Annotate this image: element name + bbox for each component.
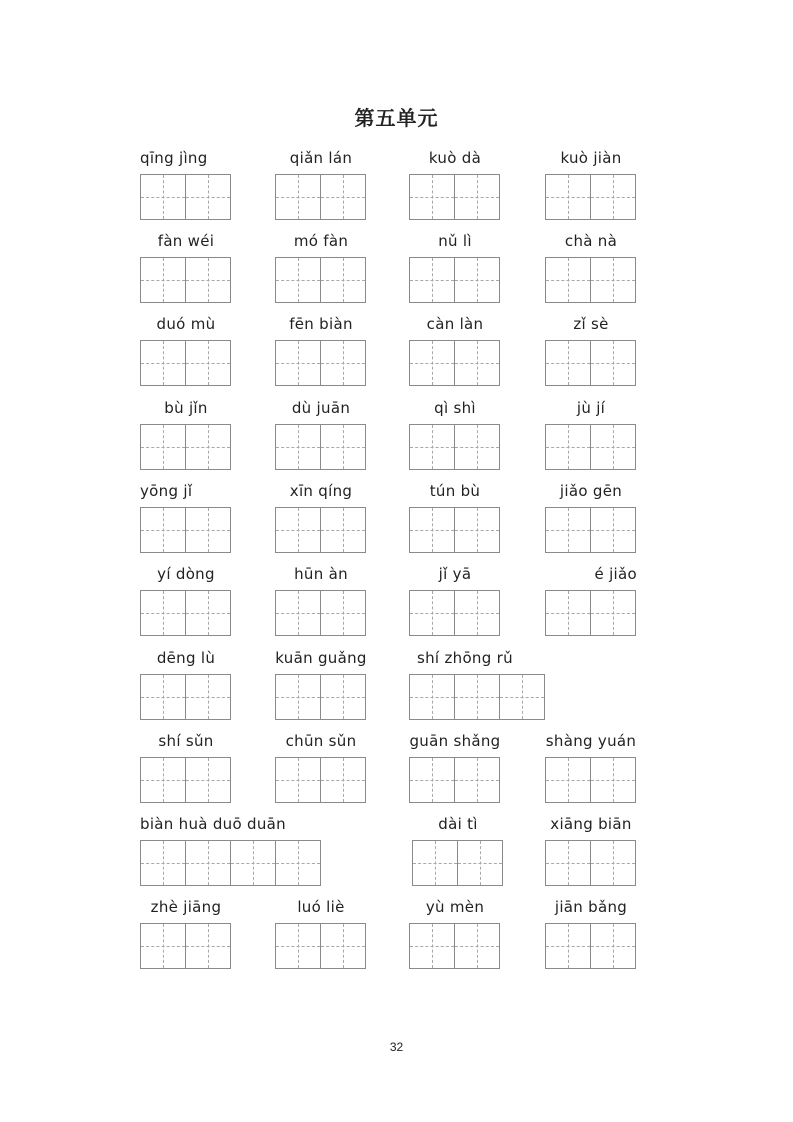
vocab-item [545,897,637,969]
tianzige-cell[interactable] [275,340,321,386]
pinyin-label: xīn qíng [289,482,353,500]
pinyin-label: yōng jǐ [140,482,193,500]
pinyin-label: hūn àn [294,565,348,583]
vocab-item [140,564,232,636]
writing-grid[interactable] [409,923,501,969]
tianzige-cell[interactable] [545,590,591,636]
tianzige-cell[interactable] [185,174,231,220]
tianzige-cell[interactable] [320,923,366,969]
tianzige-cell[interactable] [590,507,636,553]
page-number: 32 [389,1040,404,1054]
tianzige-cell[interactable] [590,840,636,886]
writing-grid[interactable] [409,257,501,303]
tianzige-cell[interactable] [545,923,591,969]
vocab-item [275,481,367,553]
writing-grid[interactable] [275,257,367,303]
vocab-item [140,314,232,386]
pinyin-label: tún bù [429,482,481,500]
writing-grid[interactable] [409,674,546,720]
pinyin-label: jù jí [576,399,606,417]
writing-grid[interactable] [545,757,637,803]
tianzige-cell[interactable] [140,923,186,969]
writing-grid[interactable] [140,174,232,220]
tianzige-cell[interactable] [409,674,455,720]
tianzige-cell[interactable] [275,923,321,969]
vocab-item [409,398,501,470]
tianzige-cell[interactable] [185,507,231,553]
vocab-item [140,897,232,969]
pinyin-label: luó liè [297,898,345,916]
writing-grid[interactable] [412,840,504,886]
writing-grid[interactable] [140,674,232,720]
pinyin-label: dài tì [438,815,478,833]
tianzige-cell[interactable] [185,757,231,803]
tianzige-cell[interactable] [320,757,366,803]
tianzige-cell[interactable] [409,757,455,803]
tianzige-cell[interactable] [275,424,321,470]
tianzige-cell[interactable] [140,840,186,886]
tianzige-cell[interactable] [545,757,591,803]
tianzige-cell[interactable] [545,257,591,303]
writing-grid[interactable] [545,340,637,386]
pinyin-label: jiǎo gēn [559,482,623,500]
tianzige-cell[interactable] [409,507,455,553]
tianzige-cell[interactable] [545,507,591,553]
vocab-item [140,398,232,470]
tianzige-cell[interactable] [409,590,455,636]
tianzige-cell[interactable] [454,507,500,553]
tianzige-cell[interactable] [275,507,321,553]
writing-grid[interactable] [140,257,232,303]
tianzige-cell[interactable] [590,590,636,636]
vocab-item [409,897,501,969]
pinyin-label: fàn wéi [157,232,215,250]
vocab-item [275,231,367,303]
pinyin-label: qīng jìng [140,149,208,167]
tianzige-cell[interactable] [275,590,321,636]
tianzige-cell[interactable] [590,757,636,803]
tianzige-cell[interactable] [320,424,366,470]
writing-grid[interactable] [140,590,232,636]
pinyin-label: guān shǎng [409,732,501,750]
writing-grid[interactable] [545,590,637,636]
pinyin-label: mó fàn [293,232,349,250]
tianzige-cell[interactable] [320,174,366,220]
tianzige-cell[interactable] [412,840,458,886]
pinyin-label: bù jǐn [164,399,208,417]
writing-grid[interactable] [275,340,367,386]
writing-grid[interactable] [409,174,501,220]
writing-grid[interactable] [140,757,232,803]
pinyin-label: shí zhōng rǔ [417,649,513,667]
tianzige-cell[interactable] [454,257,500,303]
tianzige-cell[interactable] [140,174,186,220]
tianzige-cell[interactable] [454,424,500,470]
pinyin-label: zhè jiāng [150,898,222,916]
tianzige-cell[interactable] [545,840,591,886]
tianzige-cell[interactable] [140,340,186,386]
tianzige-cell[interactable] [454,757,500,803]
writing-grid[interactable] [140,840,322,886]
pinyin-label: qiǎn lán [289,149,353,167]
tianzige-cell[interactable] [545,424,591,470]
writing-grid[interactable] [409,424,501,470]
pinyin-label: kuān guǎng [275,649,367,667]
pinyin-label: é jiǎo [594,565,637,583]
pinyin-label: chūn sǔn [285,732,357,750]
tianzige-cell[interactable] [230,840,276,886]
pinyin-label: nǔ lì [438,232,472,250]
tianzige-cell[interactable] [185,590,231,636]
writing-grid[interactable] [140,923,232,969]
tianzige-cell[interactable] [140,590,186,636]
writing-grid[interactable] [140,507,232,553]
vocab-item [140,814,322,886]
vocab-item [275,648,367,720]
vocab-item [545,314,637,386]
pinyin-label: biàn huà duō duān [140,815,286,833]
writing-grid[interactable] [275,923,367,969]
writing-grid[interactable] [545,840,637,886]
tianzige-cell[interactable] [545,340,591,386]
tianzige-cell[interactable] [545,174,591,220]
tianzige-cell[interactable] [454,174,500,220]
pinyin-label: yí dòng [157,565,215,583]
tianzige-cell[interactable] [275,757,321,803]
pinyin-label: kuò dà [428,149,482,167]
vocab-item [140,731,232,803]
vocab-item [275,731,367,803]
tianzige-cell[interactable] [590,340,636,386]
pinyin-label: qì shì [434,399,476,417]
tianzige-cell[interactable] [590,257,636,303]
tianzige-cell[interactable] [185,424,231,470]
vocab-item [409,148,501,220]
pinyin-label: shí sǔn [158,732,214,750]
vocab-item [409,231,501,303]
vocab-item [140,481,232,553]
pinyin-label: zǐ sè [573,315,609,333]
tianzige-cell[interactable] [590,174,636,220]
vocab-item [545,731,637,803]
writing-grid[interactable] [409,507,501,553]
vocab-item [545,481,637,553]
tianzige-cell[interactable] [320,674,366,720]
tianzige-cell[interactable] [185,340,231,386]
vocab-item [140,148,232,220]
vocab-item [545,231,637,303]
writing-grid[interactable] [545,923,637,969]
writing-grid[interactable] [275,424,367,470]
tianzige-cell[interactable] [140,257,186,303]
vocab-item [545,148,637,220]
tianzige-cell[interactable] [185,840,231,886]
pinyin-label: kuò jiàn [560,149,622,167]
pinyin-label: càn làn [426,315,484,333]
vocab-item [275,398,367,470]
vocab-item [409,731,501,803]
tianzige-cell[interactable] [185,257,231,303]
tianzige-cell[interactable] [140,674,186,720]
tianzige-cell[interactable] [275,257,321,303]
pinyin-label: dēng lù [156,649,216,667]
writing-grid[interactable] [409,757,501,803]
writing-grid[interactable] [140,424,232,470]
writing-grid[interactable] [275,674,367,720]
tianzige-cell[interactable] [454,923,500,969]
pinyin-label: xiāng biān [550,815,632,833]
tianzige-cell[interactable] [320,257,366,303]
vocab-item [412,814,504,886]
vocab-item [409,314,501,386]
writing-grid[interactable] [545,507,637,553]
tianzige-cell[interactable] [590,923,636,969]
writing-grid[interactable] [409,340,501,386]
tianzige-cell[interactable] [320,340,366,386]
tianzige-cell[interactable] [409,923,455,969]
tianzige-cell[interactable] [409,340,455,386]
pinyin-label: jiān bǎng [554,898,628,916]
writing-grid[interactable] [545,174,637,220]
tianzige-cell[interactable] [454,340,500,386]
writing-grid[interactable] [545,424,637,470]
writing-grid[interactable] [275,507,367,553]
tianzige-cell[interactable] [185,923,231,969]
writing-grid[interactable] [275,757,367,803]
vocab-item [545,564,637,636]
vocab-item [140,648,232,720]
tianzige-cell[interactable] [590,424,636,470]
vocab-item [409,481,501,553]
tianzige-cell[interactable] [409,174,455,220]
tianzige-cell[interactable] [185,674,231,720]
vocab-item [275,148,367,220]
pinyin-label: dù juān [291,399,351,417]
writing-grid[interactable] [275,590,367,636]
pinyin-label: fēn biàn [289,315,353,333]
vocab-item [140,231,232,303]
vocab-item [545,814,637,886]
tianzige-cell[interactable] [409,424,455,470]
writing-grid[interactable] [545,257,637,303]
pinyin-label: jǐ yā [438,565,472,583]
pinyin-label: chà nà [564,232,618,250]
tianzige-cell[interactable] [140,757,186,803]
tianzige-cell[interactable] [275,840,321,886]
vocab-item [545,398,637,470]
pinyin-label: shàng yuán [545,732,637,750]
writing-grid[interactable] [409,590,501,636]
tianzige-cell[interactable] [140,507,186,553]
tianzige-cell[interactable] [457,840,503,886]
tianzige-cell[interactable] [454,674,500,720]
pinyin-label: duó mù [156,315,216,333]
vocab-item [275,314,367,386]
page-title: 第五单元 [354,106,439,130]
writing-grid[interactable] [275,174,367,220]
tianzige-cell[interactable] [409,257,455,303]
vocab-item [275,564,367,636]
tianzige-cell[interactable] [499,674,545,720]
tianzige-cell[interactable] [454,590,500,636]
vocab-item [409,648,546,720]
pinyin-label: yù mèn [425,898,485,916]
tianzige-cell[interactable] [320,507,366,553]
tianzige-cell[interactable] [275,674,321,720]
tianzige-cell[interactable] [320,590,366,636]
tianzige-cell[interactable] [140,424,186,470]
vocab-item [409,564,501,636]
writing-grid[interactable] [140,340,232,386]
tianzige-cell[interactable] [275,174,321,220]
vocab-item [275,897,367,969]
